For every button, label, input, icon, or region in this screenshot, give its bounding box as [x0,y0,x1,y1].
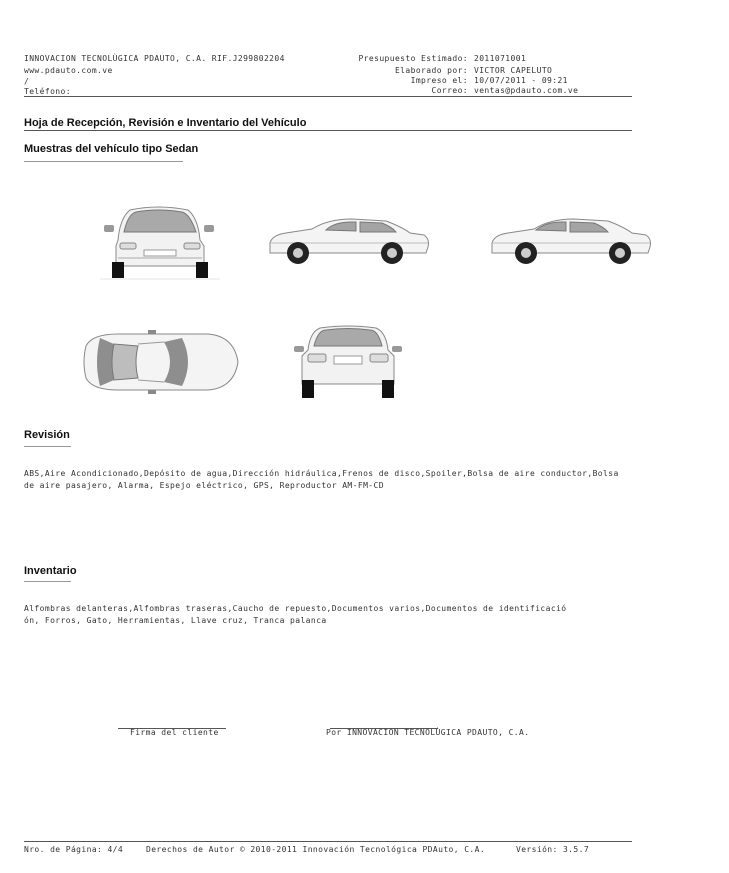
title-divider [24,130,632,131]
prepared-label: Elaborado por: [394,66,468,75]
inventory-title: Inventario [24,565,77,577]
car-top-view-diagram [78,330,240,394]
car-front-view-diagram [100,200,220,282]
inventory-underline [24,581,71,582]
samples-underline [24,161,183,162]
company-name: INNOVACION TECNOLÙGICA PDAUTO, C.A. RIF.J299802204 [24,54,285,63]
car-side-view-left-diagram [268,213,430,269]
header-slash: / [24,77,30,86]
footer-divider [24,841,632,842]
client-signature-label: Firma del cliente [130,728,219,737]
company-signature-label: Por INNOVACION TECNOLÙGICA PDAUTO, C.A. [326,728,530,737]
prepared-value: VICTOR CAPELUTO [474,66,553,75]
footer-copyright: Derechos de Autor © 2010-2011 Innovación Tecnológica PDAuto, C.A. [146,845,486,854]
email-value: ventas@pdauto.com.ve [474,86,579,95]
email-label: Correo: [431,86,468,95]
phone-label: Teléfono: [24,87,71,96]
inventory-line-1: Alfombras delanteras,Alfombras traseras,Caucho de repuesto,Documentos varios,Documentos de identificació [24,604,567,613]
revision-line-2: de aire pasajero, Alarma, Espejo eléctrico, GPS, Reproductor AM-FM-CD [24,481,384,490]
revision-underline [24,446,71,447]
revision-title: Revisión [24,429,70,441]
printed-value: 10/07/2011 - 09:21 [474,76,568,85]
footer-page-number: Nro. de Página: 4/4 [24,845,124,854]
estimate-value: 2011071001 [474,54,527,63]
printed-label: Impreso el: [410,76,468,85]
document-title: Hoja de Recepción, Revisión e Inventario del Vehículo [24,117,307,129]
car-side-view-right-diagram [490,213,652,269]
car-rear-view-diagram [294,322,402,400]
estimate-label: Presupuesto Estimado: [358,54,468,63]
company-website: www.pdauto.com.ve [24,66,113,75]
header-divider [24,96,632,97]
samples-title: Muestras del vehículo tipo Sedan [24,143,199,155]
revision-line-1: ABS,Aire Acondicionado,Depósito de agua,Dirección hidráulica,Frenos de disco,Spoiler,Bolsa de aire conductor,Bolsa [24,469,619,478]
inventory-line-2: ón, Forros, Gato, Herramientas, Llave cruz, Tranca palanca [24,616,327,625]
footer-version: Versión: 3.5.7 [516,845,590,854]
